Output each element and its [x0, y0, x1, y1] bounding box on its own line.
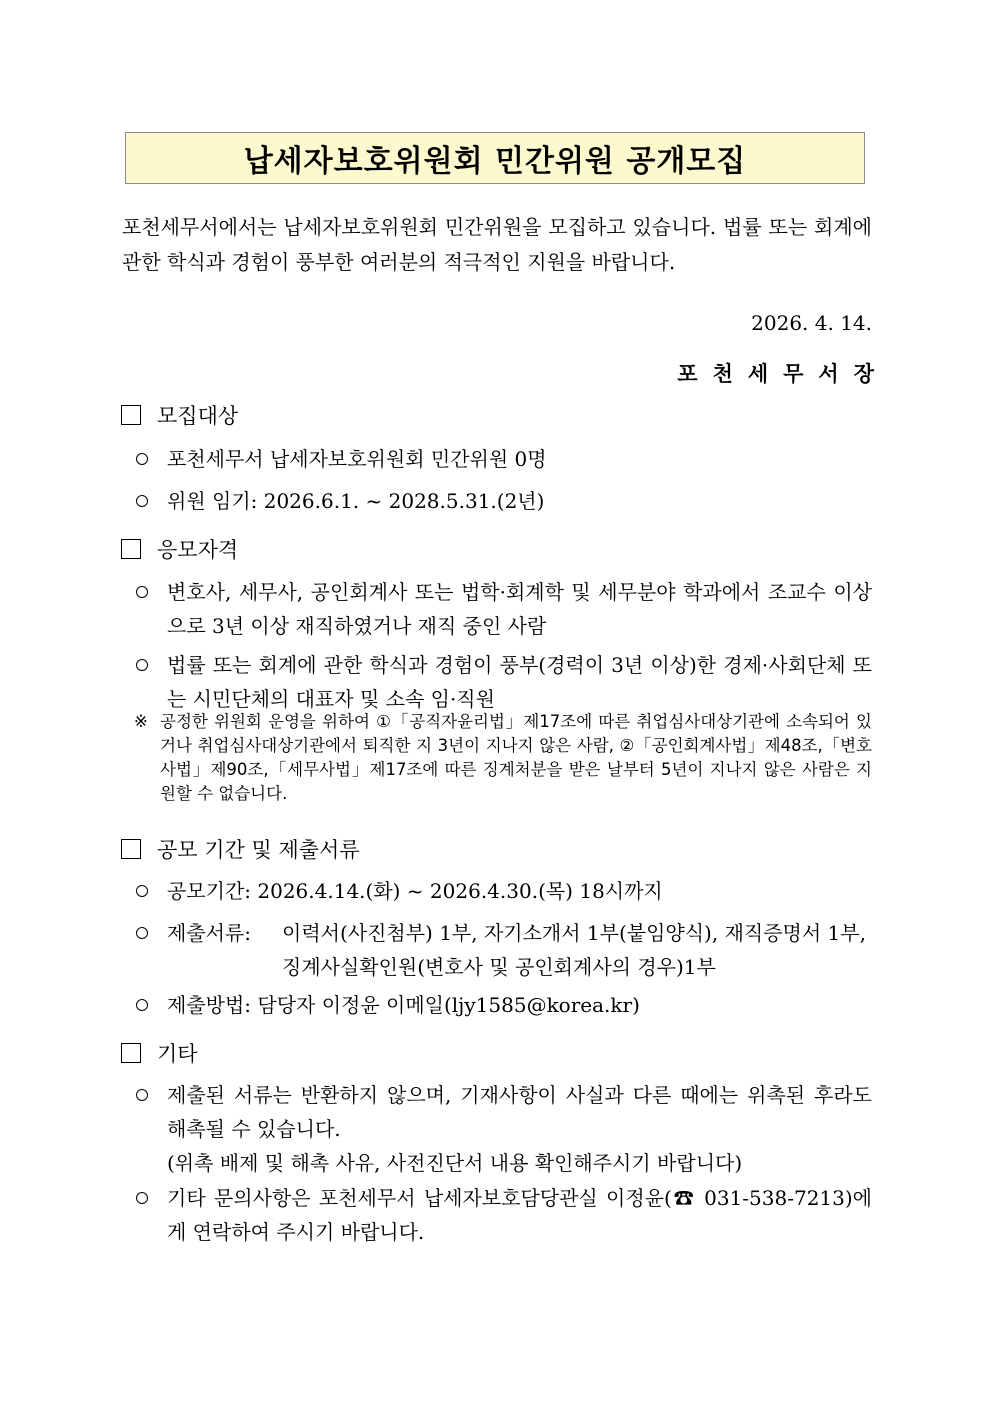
square-bullet-icon — [121, 405, 141, 425]
section-heading-text: 모집대상 — [157, 404, 239, 428]
note-text: 공정한 위원회 운영을 위하여 ①「공직자윤리법」제17조에 따른 취업심사대상기관에 소속되어 있거나 취업심사대상기관에서 퇴직한 지 3년이 지나지 않은 사람, ②「공인회계사법」제48조,「변호사법」제90조,「세무사법」제17조에 따른 징계처분을 받은 날부터 5년이 지나지 않은 사람은 지원할 수 없습니다. — [160, 712, 872, 803]
list-item-subtext: (위촉 배제 및 해촉 사유, 사전진단서 내용 확인해주시기 바랍니다) — [167, 1151, 743, 1175]
list-item-text: 제출된 서류는 반환하지 않으며, 기재사항이 사실과 다른 때에는 위촉된 후라도 해촉될 수 있습니다. — [167, 1083, 872, 1141]
list-item-text: 제출방법: 담당자 이정윤 이메일(ljy1585@korea.kr) — [167, 993, 640, 1017]
list-item-text: 법률 또는 회계에 관한 학식과 경험이 풍부(경력이 3년 이상)한 경제·사회단체 또는 시민단체의 대표자 및 소속 임·직원 — [167, 653, 872, 711]
organization-signature: 포천세무서장 — [677, 361, 889, 386]
list-item-text: 포천세무서 납세자보호위원회 민간위원 0명 — [167, 447, 547, 471]
note-mark: ※ — [134, 712, 148, 731]
qualification-note — [134, 710, 872, 806]
square-bullet-icon — [121, 539, 141, 559]
docs-label: 제출서류: — [167, 921, 252, 945]
section-heading-qualification — [121, 534, 238, 564]
list-item — [134, 1078, 872, 1180]
list-item-text: 변호사, 세무사, 공인회계사 또는 법학·회계학 및 세무분야 학과에서 조교수 이상으로 3년 이상 재직하였거나 재직 중인 사람 — [167, 580, 872, 638]
section-heading-text: 기타 — [157, 1042, 198, 1066]
title-box — [125, 132, 865, 184]
list-item — [134, 648, 872, 716]
section-heading-text: 응모자격 — [157, 538, 239, 562]
list-item — [134, 988, 872, 1022]
list-item — [134, 1181, 872, 1249]
section-heading-period — [121, 834, 360, 864]
intro-paragraph: 포천세무서에서는 납세자보호위원회 민간위원을 모집하고 있습니다. 법률 또는 회계에 관한 학식과 경험이 풍부한 여러분의 적극적인 지원을 바랍니다. — [122, 215, 872, 274]
list-item — [134, 442, 872, 476]
docs-line-1: 이력서(사진첨부) 1부, 자기소개서 1부(붙임양식), 재직증명서 1부, — [282, 921, 866, 945]
list-item — [134, 916, 872, 984]
list-item — [134, 874, 872, 908]
list-item-text: 위원 임기: 2026.6.1. ~ 2028.5.31.(2년) — [167, 489, 545, 513]
section-heading-recruit — [121, 400, 238, 430]
list-item-text: 기타 문의사항은 포천세무서 납세자보호담당관실 이정윤(☎ 031-538-7213)에게 연락하여 주시기 바랍니다. — [167, 1186, 872, 1244]
docs-line-2: 징계사실확인원(변호사 및 공인회계사의 경우)1부 — [282, 955, 716, 979]
notice-date: 2026. 4. 14. — [751, 311, 872, 335]
list-item-text: 공모기간: 2026.4.14.(화) ~ 2026.4.30.(목) 18시까지 — [167, 879, 663, 903]
list-item — [134, 484, 872, 518]
section-heading-etc — [121, 1038, 198, 1068]
square-bullet-icon — [121, 1043, 141, 1063]
page-title: 납세자보호위원회 민간위원 공개모집 — [243, 144, 747, 179]
square-bullet-icon — [121, 839, 141, 859]
list-item — [134, 575, 872, 643]
list-item-text — [167, 916, 872, 984]
section-heading-text: 공모 기간 및 제출서류 — [157, 838, 360, 862]
